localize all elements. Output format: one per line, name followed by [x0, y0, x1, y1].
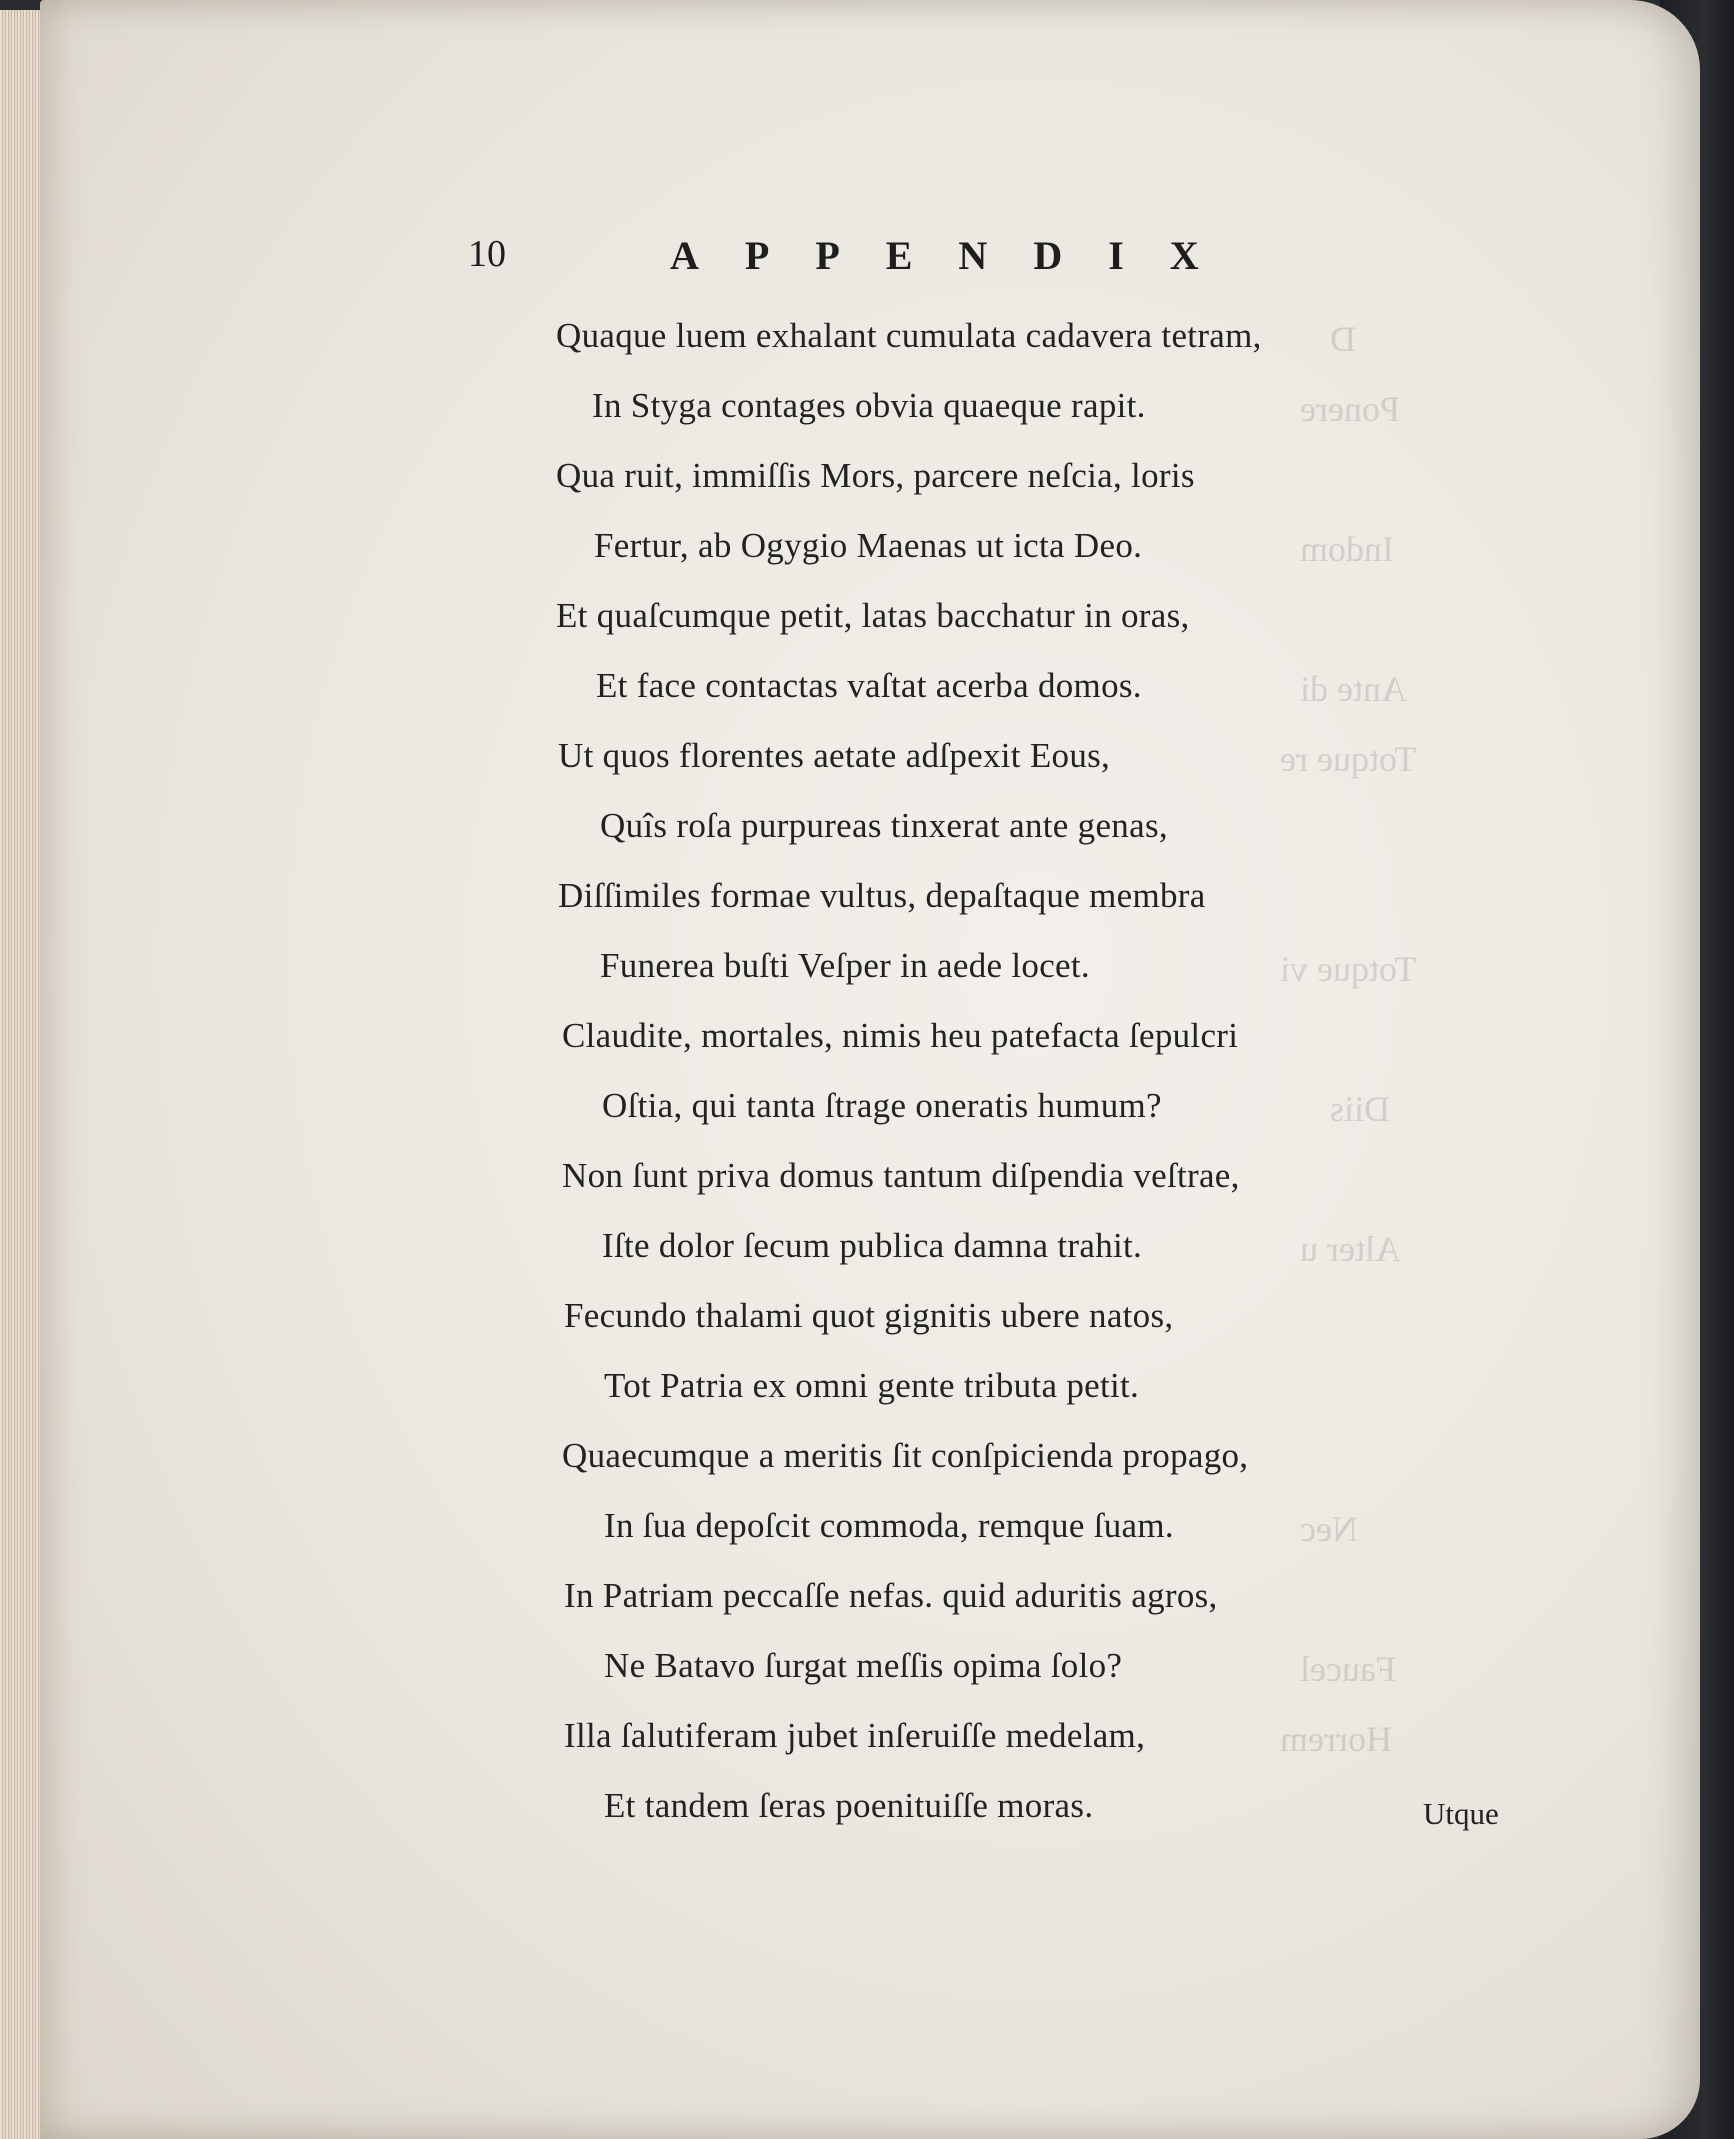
verse-line: Et tandem ſeras poenituiſſe moras.	[604, 1786, 1094, 1825]
show-through: Alter u	[1300, 1229, 1401, 1269]
verse-line: Tot Patria ex omni gente tributa petit.	[604, 1366, 1140, 1405]
verse-line: In ſua depoſcit commoda, remque ſuam.	[604, 1506, 1174, 1545]
verse-line: Non ſunt priva domus tantum diſpendia veſtrae,	[562, 1156, 1240, 1195]
show-through: D	[1330, 319, 1356, 359]
verse-line: Illa ſalutiferam jubet inſeruiſſe medelam,	[564, 1716, 1146, 1755]
verse-line: Ut quos florentes aetate adſpexit Eous,	[558, 736, 1111, 775]
verse-line: Funerea buſti Veſper in aede locet.	[600, 946, 1090, 985]
catchword: Utque	[1423, 1796, 1499, 1831]
verse-line: Quîs roſa purpureas tinxerat ante genas,	[600, 806, 1168, 845]
show-through: Ponere	[1300, 389, 1400, 429]
verse-line: Claudite, mortales, nimis heu patefacta ſepulcri	[562, 1016, 1239, 1055]
verse-line: In Styga contages obvia quaeque rapit.	[592, 386, 1146, 425]
verse-line: Quaque luem exhalant cumulata cadavera tetram,	[556, 316, 1262, 355]
verse-line: Diſſimiles formae vultus, depaſtaque membra	[558, 876, 1206, 915]
running-title: APPENDIX	[670, 233, 1245, 278]
verse-line: In Patriam peccaſſe nefas. quid aduritis agros,	[564, 1576, 1218, 1615]
verse-line: Iſte dolor ſecum publica damna trahit.	[602, 1226, 1143, 1265]
verse-line: Qua ruit, immiſſis Mors, parcere neſcia, loris	[556, 456, 1195, 495]
page-number: 10	[468, 233, 506, 275]
show-through: Diis	[1330, 1089, 1391, 1129]
verse-line: Fertur, ab Ogygio Maenas ut icta Deo.	[594, 526, 1143, 565]
show-through: Totque vi	[1280, 949, 1417, 989]
verse-line: Quaecumque a meritis ſit conſpicienda propago,	[562, 1436, 1249, 1475]
page-header	[468, 232, 1368, 282]
show-through: Ante di	[1300, 669, 1407, 709]
verse-line: Et face contactas vaſtat acerba domos.	[596, 666, 1142, 705]
show-through: Indom	[1300, 529, 1394, 569]
show-through: Faucel	[1300, 1649, 1396, 1689]
show-through: Nec	[1300, 1509, 1358, 1549]
verse-line: Oſtia, qui tanta ſtrage oneratis humum?	[602, 1086, 1162, 1125]
verse-line: Et quaſcumque petit, latas bacchatur in oras,	[556, 596, 1190, 635]
show-through: Totque re	[1280, 739, 1417, 779]
show-through: Horrem	[1280, 1719, 1392, 1759]
verse-line: Ne Batavo ſurgat meſſis opima ſolo?	[604, 1646, 1123, 1685]
verse-line: Fecundo thalami quot gignitis ubere natos,	[564, 1296, 1174, 1335]
